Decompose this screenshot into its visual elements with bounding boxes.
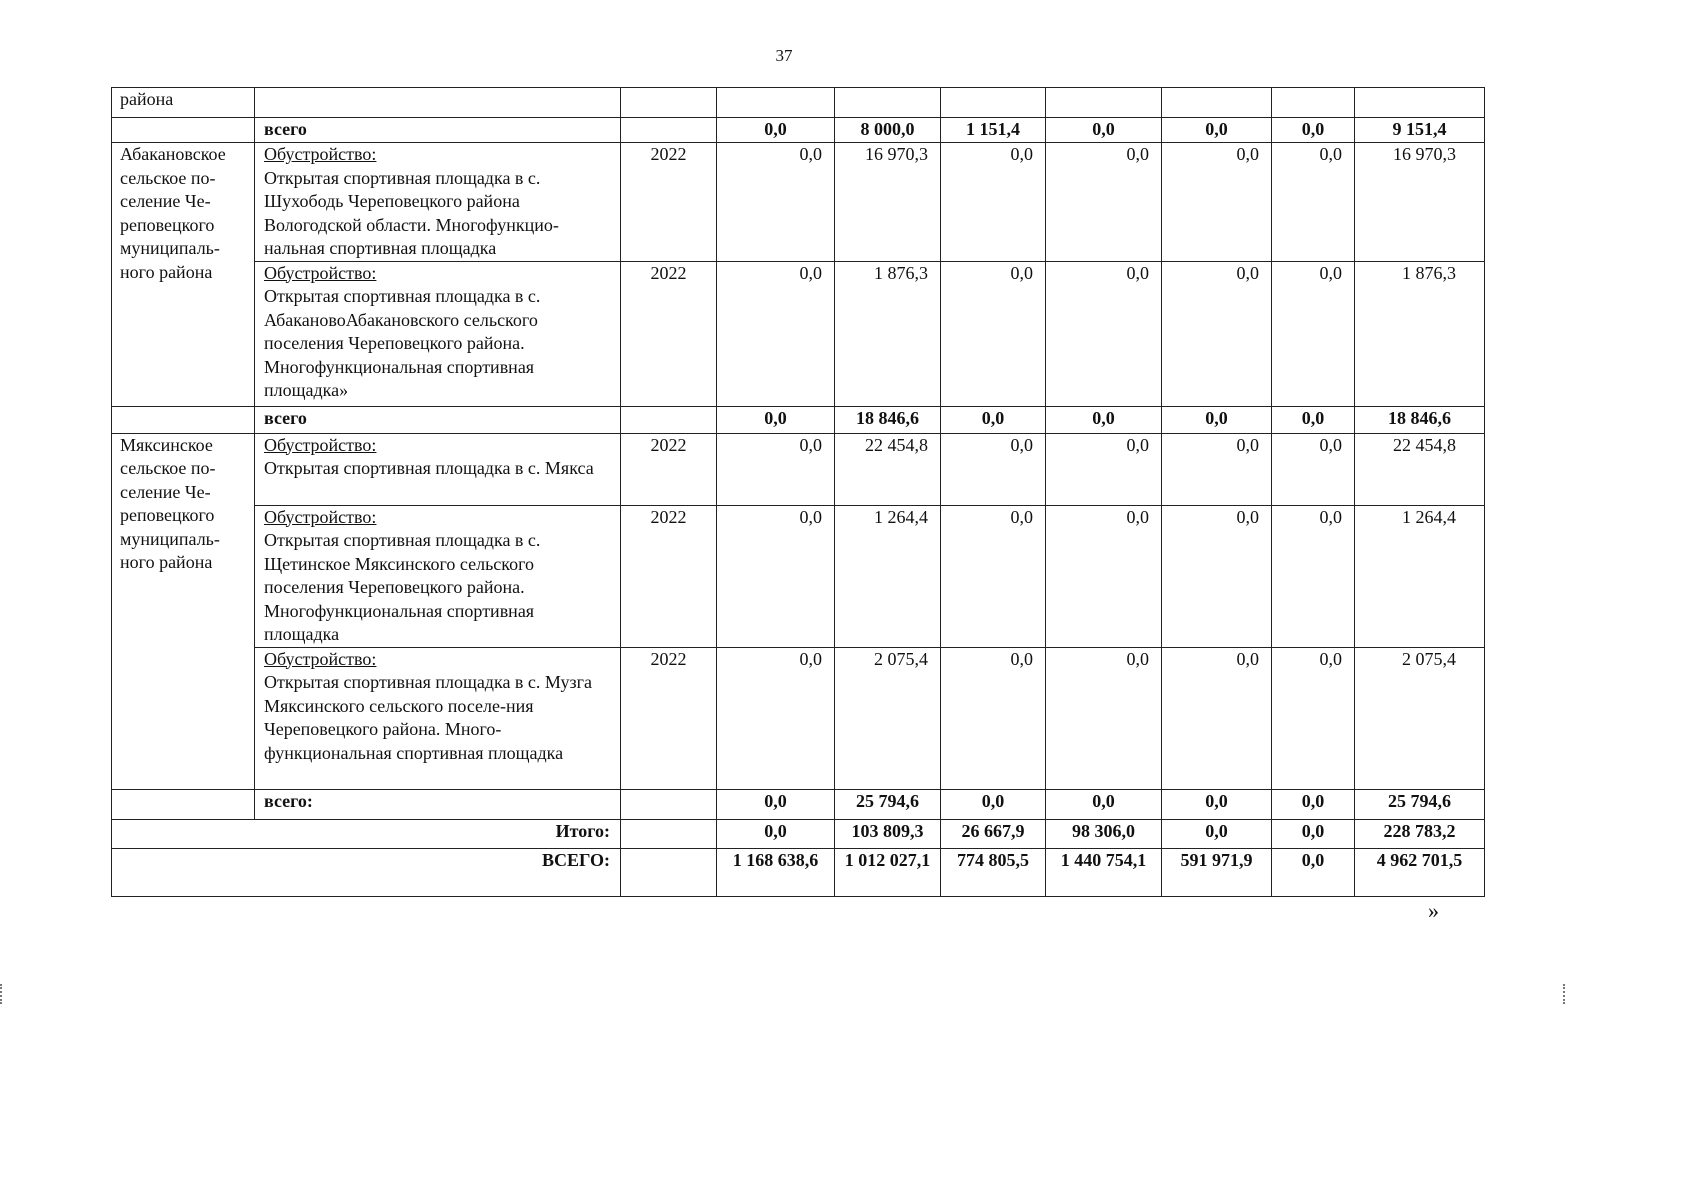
page-number: 37 (775, 46, 793, 65)
value-cell: 0,0 (717, 406, 835, 433)
itogo-label: Итого: (112, 819, 621, 848)
value-cell: 8 000,0 (835, 118, 941, 143)
subtotal-label: всего (255, 118, 621, 143)
municipality-cell: Мяксинское сельское по-селение Че-реповецкого муниципаль-ного района (112, 433, 255, 789)
empty-cell (112, 118, 255, 143)
value-cell: 774 805,5 (941, 848, 1046, 896)
value-cell: 22 454,8 (835, 433, 941, 505)
description-title: Обустройство: (264, 262, 377, 283)
value-cell: 0,0 (717, 789, 835, 819)
empty-cell (621, 848, 717, 896)
value-cell: 0,0 (1272, 848, 1355, 896)
table-row (112, 261, 1485, 406)
value-cell: 1 151,4 (941, 118, 1046, 143)
total-cell: 18 846,6 (1355, 406, 1485, 433)
description-body: Открытая спортивная площадка в с. Мякса (264, 458, 594, 478)
empty-cell (112, 789, 255, 819)
total-cell: 1 264,4 (1355, 505, 1485, 647)
value-cell: 591 971,9 (1162, 848, 1272, 896)
subtotal-label: всего (255, 406, 621, 433)
empty-cell (621, 118, 717, 143)
value-cell: 0,0 (1272, 143, 1355, 262)
value-cell (717, 88, 835, 118)
value-cell: 25 794,6 (835, 789, 941, 819)
value-cell (835, 88, 941, 118)
value-cell: 0,0 (717, 505, 835, 647)
description-body: Открытая спортивная площадка в с. Музга Мяксинского сельского поселе-ния Череповецкого района. Много-функциональная спортивная площадка (264, 672, 592, 763)
value-cell: 0,0 (1272, 406, 1355, 433)
description-title: Обустройство: (264, 648, 377, 669)
total-cell: 9 151,4 (1355, 118, 1485, 143)
value-cell: 1 440 754,1 (1046, 848, 1162, 896)
value-cell: 0,0 (717, 819, 835, 848)
year-cell: 2022 (621, 143, 717, 262)
value-cell: 0,0 (1046, 433, 1162, 505)
table-row (112, 143, 1485, 262)
value-cell: 0,0 (1162, 647, 1272, 789)
budget-table (111, 87, 1485, 897)
year-cell: 2022 (621, 433, 717, 505)
value-cell: 0,0 (941, 505, 1046, 647)
value-cell: 0,0 (717, 261, 835, 406)
description-body: Открытая спортивная площадка в с. АбакановоАбакановского сельского поселения Череповецкого района. Многофункциональная спортивная площадка» (264, 286, 541, 400)
value-cell: 0,0 (1272, 433, 1355, 505)
value-cell: 0,0 (941, 143, 1046, 262)
table-row (112, 433, 1485, 505)
value-cell: 1 168 638,6 (717, 848, 835, 896)
value-cell: 0,0 (1272, 819, 1355, 848)
value-cell: 2 075,4 (835, 647, 941, 789)
value-cell: 0,0 (1272, 789, 1355, 819)
value-cell: 0,0 (1046, 505, 1162, 647)
value-cell: 0,0 (1272, 505, 1355, 647)
value-cell: 0,0 (1162, 143, 1272, 262)
value-cell: 0,0 (1272, 647, 1355, 789)
subtotal-row (112, 118, 1485, 143)
description-body: Открытая спортивная площадка в с. Шухободь Череповецкого района Вологодской области. Многофункцио-нальная спортивная площадка (264, 167, 559, 258)
value-cell: 18 846,6 (835, 406, 941, 433)
subtotal-row (112, 406, 1485, 433)
value-cell (1046, 88, 1162, 118)
value-cell: 1 012 027,1 (835, 848, 941, 896)
description-title: Обустройство: (264, 144, 377, 164)
total-cell: 4 962 701,5 (1355, 848, 1485, 896)
year-cell (621, 88, 717, 118)
empty-cell (621, 789, 717, 819)
description-cell (255, 88, 621, 118)
total-cell: 22 454,8 (1355, 433, 1485, 505)
total-cell: 16 970,3 (1355, 143, 1485, 262)
value-cell: 0,0 (941, 647, 1046, 789)
value-cell: 0,0 (1046, 143, 1162, 262)
value-cell (1272, 88, 1355, 118)
total-cell: 228 783,2 (1355, 819, 1485, 848)
empty-cell (621, 406, 717, 433)
closing-quote: » (1428, 898, 1439, 923)
description-title: Обустройство: (264, 434, 377, 455)
value-cell: 0,0 (1272, 118, 1355, 143)
description-body: Открытая спортивная площадка в с. Щетинское Мяксинского сельского поселения Череповецкого района. Многофункциональная спортивная площадка (264, 530, 541, 644)
value-cell: 0,0 (1162, 261, 1272, 406)
municipality-cell: Абакановское сельское по-селение Че-реповецкого муниципаль-ного района (112, 143, 255, 407)
value-cell: 0,0 (941, 406, 1046, 433)
value-cell (941, 88, 1046, 118)
description-cell (255, 261, 621, 406)
description-cell (255, 647, 621, 789)
value-cell: 0,0 (717, 433, 835, 505)
scan-edge-mark-left (0, 984, 4, 1004)
value-cell: 1 876,3 (835, 261, 941, 406)
total-cell: 25 794,6 (1355, 789, 1485, 819)
value-cell: 0,0 (1046, 789, 1162, 819)
year-cell: 2022 (621, 505, 717, 647)
value-cell: 98 306,0 (1046, 819, 1162, 848)
value-cell: 0,0 (941, 789, 1046, 819)
value-cell: 0,0 (1162, 505, 1272, 647)
value-cell: 103 809,3 (835, 819, 941, 848)
subtotal-label: всего: (255, 789, 621, 819)
total-cell (1355, 88, 1485, 118)
table-row (112, 88, 1485, 118)
description-cell (255, 433, 621, 505)
value-cell (1162, 88, 1272, 118)
description-cell (255, 143, 621, 262)
year-cell: 2022 (621, 647, 717, 789)
description-cell (255, 505, 621, 647)
value-cell: 0,0 (1162, 789, 1272, 819)
value-cell: 0,0 (941, 433, 1046, 505)
total-cell: 1 876,3 (1355, 261, 1485, 406)
table-row (112, 647, 1485, 789)
table-row (112, 505, 1485, 647)
value-cell: 0,0 (1162, 118, 1272, 143)
subtotal-row (112, 789, 1485, 819)
value-cell: 0,0 (717, 143, 835, 262)
empty-cell (621, 819, 717, 848)
value-cell: 0,0 (1162, 819, 1272, 848)
value-cell: 0,0 (717, 118, 835, 143)
empty-cell (112, 406, 255, 433)
itogo-row (112, 819, 1485, 848)
value-cell: 0,0 (1162, 433, 1272, 505)
value-cell: 0,0 (1272, 261, 1355, 406)
municipality-cell: района (112, 88, 255, 118)
value-cell: 0,0 (1162, 406, 1272, 433)
value-cell: 0,0 (1046, 406, 1162, 433)
year-cell: 2022 (621, 261, 717, 406)
grand-total-row (112, 848, 1485, 896)
value-cell: 0,0 (1046, 647, 1162, 789)
value-cell: 16 970,3 (835, 143, 941, 262)
grand-total-label: ВСЕГО: (112, 848, 621, 896)
value-cell: 0,0 (717, 647, 835, 789)
value-cell: 1 264,4 (835, 505, 941, 647)
value-cell: 0,0 (1046, 261, 1162, 406)
value-cell: 0,0 (941, 261, 1046, 406)
value-cell: 0,0 (1046, 118, 1162, 143)
value-cell: 26 667,9 (941, 819, 1046, 848)
total-cell: 2 075,4 (1355, 647, 1485, 789)
description-title: Обустройство: (264, 506, 377, 527)
scan-edge-mark-right (1563, 984, 1567, 1004)
